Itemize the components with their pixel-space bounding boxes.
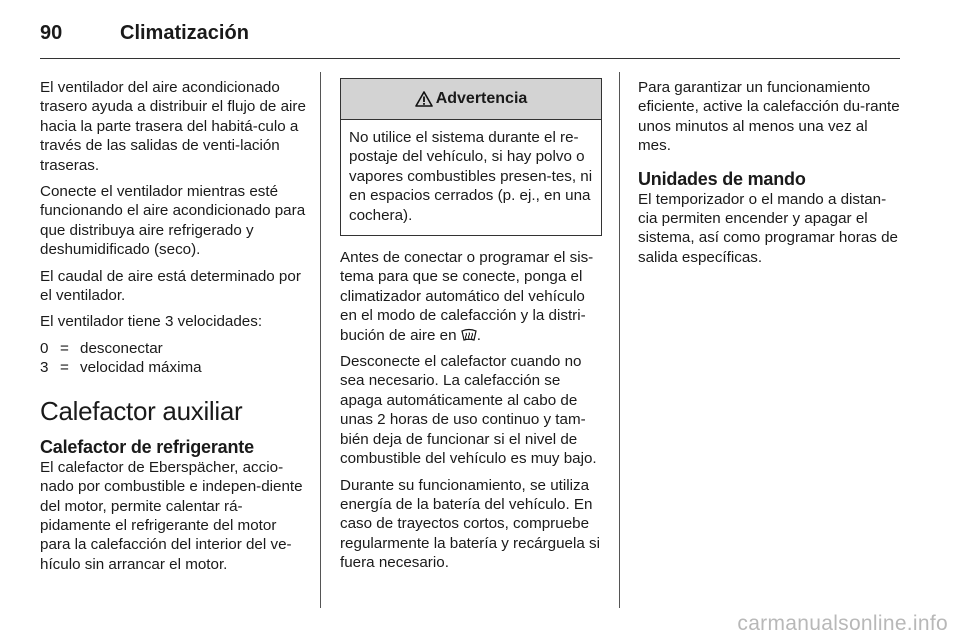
column-3 — [638, 78, 904, 274]
paragraph: Desconecte el calefactor cuando no sea necesario. La calefacción se apaga automáticamente al cabo de unas 2 horas de uso continuo y tam-bién deja de funcionar si el nivel de combustible del vehículo es muy bajo. — [340, 353, 597, 468]
list-item — [40, 358, 308, 377]
paragraph: Conecte el ventilador mientras esté funcionando el aire acondicionado para que distribuya aire refrigerado y deshumidificado (seco). — [40, 183, 306, 259]
paragraph: El ventilador tiene 3 velocidades: — [40, 313, 263, 331]
subsection-heading: Unidades de mando — [638, 168, 806, 189]
speed-label: velocidad máxima — [80, 359, 202, 377]
column-1 — [40, 78, 308, 581]
warning-text: No utilice el sistema durante el re-postaje del vehículo, si hay polvo o vapores combustibles presen-tes, ni en espacios cerrados (p. ej., en una cochera). — [349, 129, 593, 224]
equals-sign: = — [60, 339, 69, 357]
paragraph: El temporizador o el mando a distan-cia permiten encender y apagar el sistema, así como programar horas de salida específicas. — [638, 190, 898, 266]
column-divider — [320, 72, 321, 608]
watermark: carmanualsonline.info — [737, 612, 948, 635]
paragraph-text: Antes de conectar o programar el sis-tema para que se conecte, ponga el climatizador automático del vehículo en el modo de calefacción y la distri-bución de aire en — [340, 249, 594, 344]
warning-triangle-icon — [415, 91, 433, 107]
warning-title: Advertencia — [435, 90, 528, 108]
speed-list — [40, 339, 308, 378]
paragraph: Para garantizar un funcionamiento eficiente, active la calefacción du-rante unos minutos al menos una vez al mes. — [638, 79, 900, 155]
section-heading: Calefactor auxiliar — [40, 395, 243, 426]
paragraph: Durante su funcionamiento, se utiliza energía de la batería del vehículo. En caso de trayectos cortos, compruebe regularmente la batería y recárguela si fuera necesario. — [340, 476, 601, 572]
paragraph: El ventilador del aire acondicionado trasero ayuda a distribuir el flujo de aire hacia la parte trasera del habitá-culo a través de las salidas de venti-lación traseras. — [40, 79, 306, 174]
speed-number: 3 — [40, 359, 49, 377]
page-number: 90 — [40, 22, 63, 44]
page-header — [40, 14, 900, 59]
equals-sign: = — [60, 359, 69, 377]
chapter-title: Climatización — [120, 22, 249, 44]
windshield-defrost-icon — [461, 328, 477, 342]
paragraph: El caudal de aire está determinado por el ventilador. — [40, 267, 301, 305]
paragraph: El calefactor de Eberspächer, accio-nado por combustible e indepen-diente del motor, permite calentar rá-pidamente el refrigerante del motor para la calefacción del interior del ve-hículo sin arrancar el motor. — [40, 458, 303, 573]
paragraph-text: . — [476, 326, 481, 344]
list-item — [40, 339, 308, 358]
warning-header — [341, 79, 601, 120]
column-divider — [619, 72, 620, 608]
speed-label: desconectar — [80, 339, 163, 357]
speed-number: 0 — [40, 339, 49, 357]
subsection-heading: Calefactor de refrigerante — [40, 436, 254, 457]
column-2 — [340, 78, 602, 580]
paragraph — [340, 248, 602, 345]
warning-box — [340, 78, 602, 236]
